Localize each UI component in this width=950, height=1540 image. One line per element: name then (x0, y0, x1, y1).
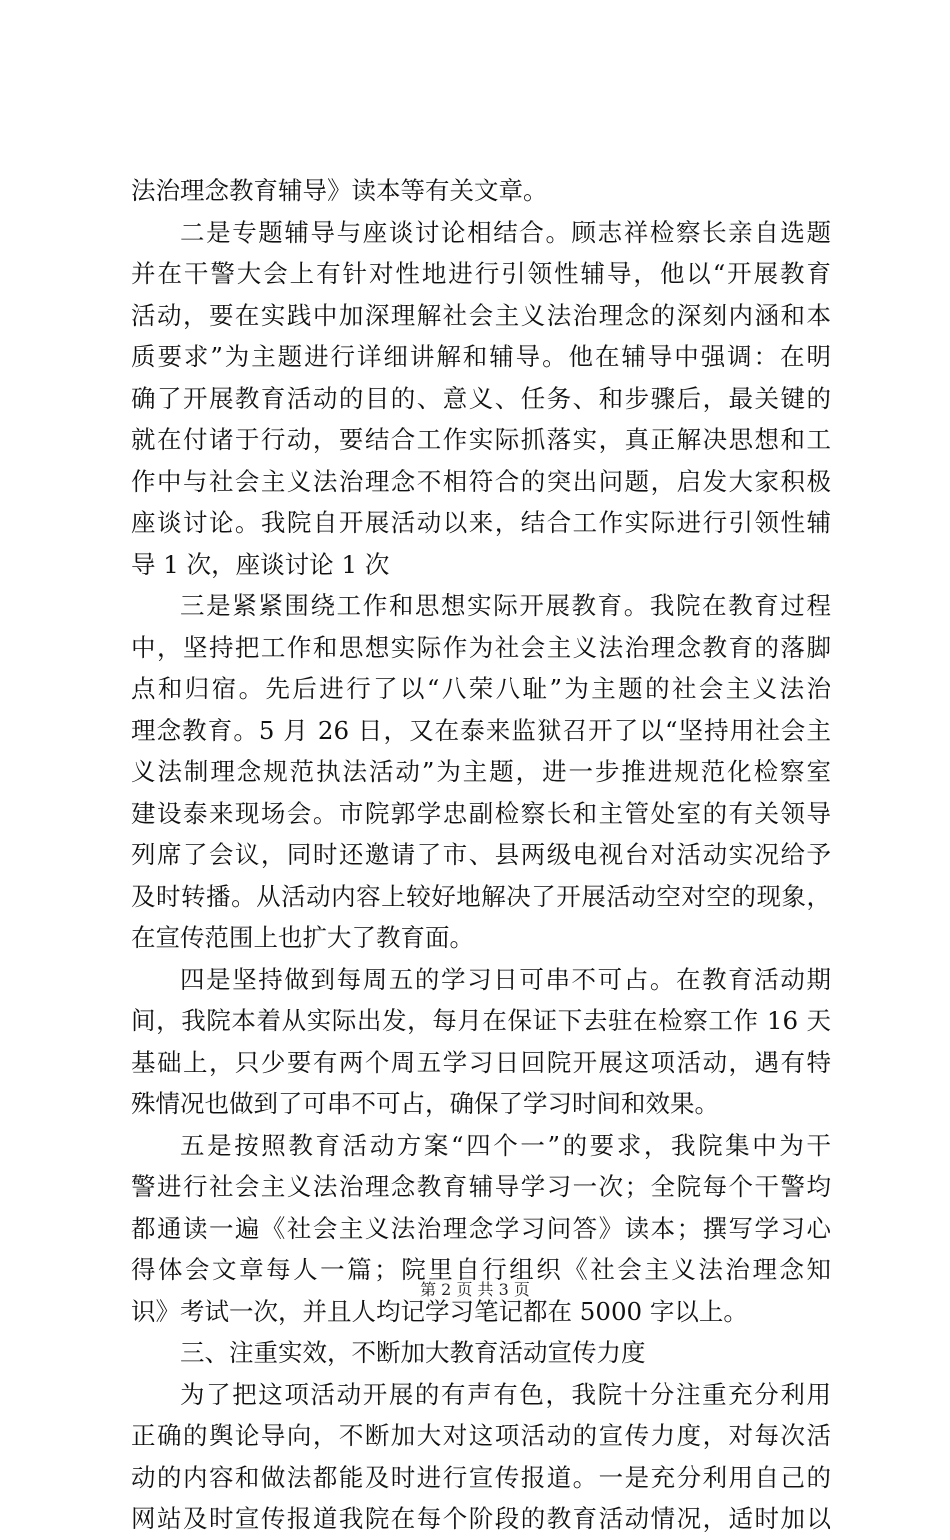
text-line: 中，坚持把工作和思想实际作为社会主义法治理念教育的落脚 (131, 632, 831, 662)
text-line: 得体会文章每人一篇；院里自行组织《社会主义法治理念知 (131, 1255, 831, 1284)
text-line: 列席了会议，同时还邀请了市、县两级电视台对活动实况给予 (131, 840, 831, 869)
text-line: 质要求”为主题进行详细讲解和辅导。他在辅导中强调：在明 (131, 342, 831, 371)
text-line: 在宣传范围上也扩大了教育面。 (131, 923, 474, 952)
text-line: 义法制理念规范执法活动”为主题，进一步推进规范化检察室 (131, 757, 831, 786)
text-line: 网站及时宣传报道我院在每个阶段的教育活动情况，适时加以 (131, 1504, 831, 1533)
text-line: 导 1 次，座谈讨论 1 次 (131, 549, 390, 579)
text-line: 并在干警大会上有针对性地进行引领性辅导，他以“开展教育 (131, 259, 831, 288)
text-line: 点和归宿。先后进行了以“八荣八耻”为主题的社会主义法治 (131, 674, 831, 703)
text-line: 基础上，只少要有两个周五学习日回院开展这项活动，遇有特 (131, 1047, 831, 1077)
text-line: 确了开展教育活动的目的、意义、任务、和步骤后，最关键的 (131, 383, 831, 413)
text-line: 识》考试一次，并且人均记学习笔记都在 5000 字以上。 (131, 1296, 748, 1326)
text-line: 就在付诸于行动，要结合工作实际抓落实，真正解决思想和工 (131, 425, 831, 454)
text-line: 二是专题辅导与座谈讨论相结合。顾志祥检察长亲自选题 (180, 217, 831, 247)
text-line: 法治理念教育辅导》读本等有关文章。 (131, 176, 548, 205)
text-line: 理念教育。5 月 26 日，又在泰来监狱召开了以“坚持用社会主 (131, 715, 831, 745)
text-line: 警进行社会主义法治理念教育辅导学习一次；全院每个干警均 (131, 1172, 831, 1201)
text-line: 间，我院本着从实际出发，每月在保证下去驻在检察工作 16 天 (131, 1006, 831, 1035)
text-line: 及时转播。从活动内容上较好地解决了开展活动空对空的现象， (131, 881, 831, 911)
text-line: 动的内容和做法都能及时进行宣传报道。一是充分利用自己的 (131, 1462, 831, 1492)
text-line: 都通读一遍《社会主义法治理念学习问答》读本；撰写学习心 (131, 1213, 831, 1243)
document-body (131, 170, 831, 1540)
text-line: 三、注重实效，不断加大教育活动宣传力度 (180, 1338, 646, 1367)
text-line: 活动，要在实践中加深理解社会主义法治理念的深刻内涵和本 (131, 300, 831, 330)
text-line: 三是紧紧围绕工作和思想实际开展教育。我院在教育过程 (180, 591, 831, 620)
text-line: 正确的舆论导向，不断加大对这项活动的宣传力度，对每次活 (131, 1421, 831, 1450)
text-line: 作中与社会主义法治理念不相符合的突出问题，启发大家积极 (131, 466, 831, 496)
text-line: 五是按照教育活动方案“四个一”的要求，我院集中为干 (180, 1130, 831, 1160)
text-line: 座谈讨论。我院自开展活动以来，结合工作实际进行引领性辅 (131, 508, 831, 537)
page-footer: 第 2 页 共 3 页 (420, 1280, 530, 1299)
text-line: 建设泰来现场会。市院郭学忠副检察长和主管处室的有关领导 (131, 798, 831, 828)
text-line: 四是坚持做到每周五的学习日可串不可占。在教育活动期 (180, 964, 831, 994)
text-line: 为了把这项活动开展的有声有色，我院十分注重充分利用 (180, 1379, 831, 1409)
text-line: 殊情况也做到了可串不可占，确保了学习时间和效果。 (131, 1089, 719, 1118)
